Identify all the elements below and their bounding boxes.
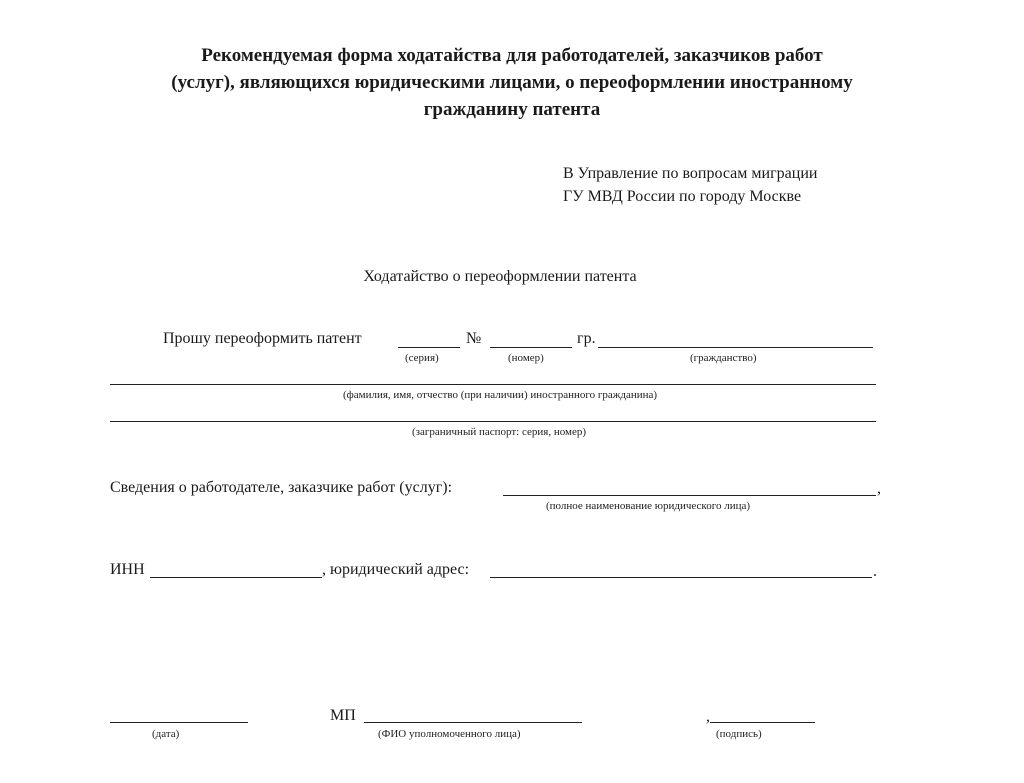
inn-field-line[interactable]	[150, 577, 322, 578]
request-text: Прошу переоформить патент	[163, 330, 362, 347]
date-caption: (дата)	[152, 728, 180, 740]
citizenship-caption: (гражданство)	[690, 352, 757, 364]
document-title	[0, 42, 1024, 123]
number-field-line[interactable]	[490, 347, 572, 348]
series-caption: (серия)	[405, 352, 439, 364]
employer-label: Сведения о работодателе, заказчике работ (услуг):	[110, 479, 453, 496]
mp-stamp-label: МП	[330, 707, 356, 724]
address-period: .	[873, 563, 877, 580]
title-line-1: Рекомендуемая форма ходатайства для работодателей, заказчиков работ	[201, 45, 823, 66]
signature-field-line[interactable]	[710, 722, 815, 723]
passport-caption: (заграничный паспорт: серия, номер)	[411, 426, 587, 438]
citizenship-field-line[interactable]	[598, 347, 873, 348]
legal-address-field-line[interactable]	[490, 577, 872, 578]
fullname-field-line[interactable]	[110, 384, 876, 385]
gr-label: гр.	[577, 330, 596, 347]
title-line-2: (услуг), являющихся юридическими лицами, о переоформлении иностранному	[171, 72, 853, 93]
addressee-line-1: В Управление по вопросам миграции	[563, 165, 818, 182]
addressee-line-2: ГУ МВД России по городу Москве	[563, 188, 802, 205]
number-caption: (номер)	[508, 352, 544, 364]
fullname-caption: (фамилия, имя, отчество (при наличии) иностранного гражданина)	[342, 389, 658, 401]
signature-comma: ,	[706, 708, 710, 725]
title-line-3: гражданину патента	[423, 99, 601, 120]
petition-heading: Ходатайство о переоформлении патента	[363, 268, 637, 285]
employer-name-field-line[interactable]	[503, 495, 876, 496]
series-field-line[interactable]	[398, 347, 460, 348]
legal-address-label: , юридический адрес:	[322, 561, 470, 578]
employer-comma: ,	[877, 480, 881, 497]
number-sign: №	[466, 330, 482, 347]
inn-label: ИНН	[110, 561, 145, 578]
authorized-name-field-line[interactable]	[364, 722, 582, 723]
employer-caption: (полное наименование юридического лица)	[546, 500, 751, 512]
date-field-line[interactable]	[110, 722, 248, 723]
passport-field-line[interactable]	[110, 421, 876, 422]
addressee-block	[563, 162, 817, 208]
signature-caption: (подпись)	[716, 728, 762, 740]
authorized-name-caption: (ФИО уполномоченного лица)	[378, 728, 521, 740]
